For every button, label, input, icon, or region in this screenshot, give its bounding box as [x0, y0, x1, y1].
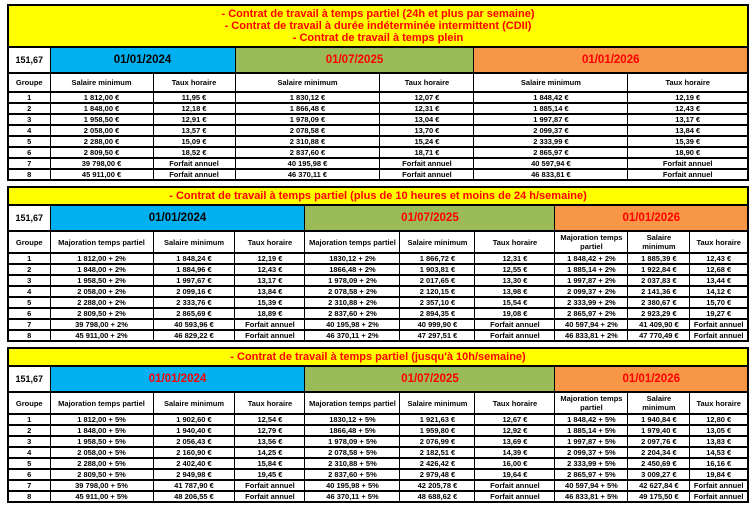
value-cell: 1 848,24 € — [153, 253, 235, 264]
value-cell: 1 940,84 € — [628, 414, 690, 425]
value-cell: 2 058,00 + 5% — [50, 447, 153, 458]
value-cell: 1 830,12 € — [235, 92, 380, 103]
group-number-cell: 1 — [8, 414, 50, 425]
group-number-cell: 6 — [8, 308, 50, 319]
value-cell: 14,53 € — [690, 447, 748, 458]
period-date-header: 01/01/2024 — [50, 205, 305, 231]
group-number-cell: 3 — [8, 114, 50, 125]
value-cell: 19,84 € — [690, 469, 748, 480]
value-cell: 12,19 € — [235, 253, 305, 264]
value-cell: 1 958,50 + 5% — [50, 436, 153, 447]
group-column-header: Groupe — [8, 231, 50, 253]
value-cell: 2 979,48 € — [400, 469, 475, 480]
value-cell: 40 999,90 € — [400, 319, 475, 330]
value-cell: 12,92 € — [475, 425, 555, 436]
value-cell: 1830,12 + 2% — [305, 253, 400, 264]
value-cell: 19,08 € — [475, 308, 555, 319]
value-cell: Forfait annuel — [690, 480, 748, 491]
column-header: Salaire minimum — [474, 73, 628, 92]
value-cell: 1 885,14 + 5% — [555, 425, 628, 436]
value-cell: 16,00 € — [475, 458, 555, 469]
column-header: Salaire minimum — [628, 392, 690, 414]
value-cell: 2 078,58 € — [235, 125, 380, 136]
value-cell: 12,18 € — [153, 103, 235, 114]
value-cell: 48 206,55 € — [153, 491, 235, 502]
value-cell: 40 597,94 + 5% — [555, 480, 628, 491]
value-cell: 47 770,49 € — [628, 330, 690, 341]
data-row — [8, 319, 748, 330]
value-cell: 12,80 € — [690, 414, 748, 425]
monthly-hours-reference: 151,67 — [8, 205, 50, 231]
data-row — [8, 275, 748, 286]
value-cell: Forfait annuel — [475, 480, 555, 491]
value-cell: 1 997,87 € — [474, 114, 628, 125]
value-cell: Forfait annuel — [475, 491, 555, 502]
value-cell: Forfait annuel — [475, 319, 555, 330]
value-cell: 2 099,37 € — [474, 125, 628, 136]
data-row — [8, 458, 748, 469]
value-cell: 2 450,69 € — [628, 458, 690, 469]
column-header: Taux horaire — [690, 231, 748, 253]
value-cell: 40 597,94 € — [474, 158, 628, 169]
group-number-cell: 1 — [8, 92, 50, 103]
value-cell: 19,64 € — [475, 469, 555, 480]
value-cell: 13,98 € — [475, 286, 555, 297]
column-header: Salaire minimum — [235, 73, 380, 92]
value-cell: 2 333,99 + 5% — [555, 458, 628, 469]
group-number-cell: 7 — [8, 158, 50, 169]
value-cell: 47 297,51 € — [400, 330, 475, 341]
group-number-cell: 7 — [8, 480, 50, 491]
data-row — [8, 469, 748, 480]
value-cell: 12,79 € — [235, 425, 305, 436]
value-cell: 1830,12 + 5% — [305, 414, 400, 425]
data-row — [8, 169, 748, 180]
group-column-header: Groupe — [8, 73, 50, 92]
value-cell: 15,84 € — [235, 458, 305, 469]
banner-line: - Contrat de travail à temps plein — [292, 32, 464, 44]
group-number-cell: 2 — [8, 103, 50, 114]
value-cell: 1 922,84 € — [628, 264, 690, 275]
column-header: Majoration temps partiel — [555, 392, 628, 414]
banner-line: - Contrat de travail à temps partiel (jusqu'à 10h/semaine) — [230, 351, 526, 363]
value-cell: 46 833,81 € — [474, 169, 628, 180]
value-cell: 2 333,99 € — [474, 136, 628, 147]
value-cell: 2 076,99 € — [400, 436, 475, 447]
period-date-header: 01/01/2024 — [50, 366, 305, 392]
group-number-cell: 6 — [8, 469, 50, 480]
value-cell: Forfait annuel — [380, 158, 474, 169]
value-cell: 1 848,42 + 2% — [555, 253, 628, 264]
value-cell: 1 959,80 € — [400, 425, 475, 436]
value-cell: 16,16 € — [690, 458, 748, 469]
value-cell: Forfait annuel — [235, 491, 305, 502]
column-header: Taux horaire — [235, 392, 305, 414]
value-cell: 2 310,88 + 5% — [305, 458, 400, 469]
table-temps-partiel-10-24h — [7, 186, 749, 342]
value-cell: 46 833,81 + 2% — [555, 330, 628, 341]
column-header: Taux horaire — [628, 73, 748, 92]
data-row — [8, 264, 748, 275]
data-row — [8, 147, 748, 158]
value-cell: 1 979,40 € — [628, 425, 690, 436]
value-cell: 2 204,34 € — [628, 447, 690, 458]
value-cell: 2 837,60 € — [235, 147, 380, 158]
table-title-banner — [8, 348, 748, 366]
value-cell: 2 037,83 € — [628, 275, 690, 286]
value-cell: 12,55 € — [475, 264, 555, 275]
value-cell: 19,45 € — [235, 469, 305, 480]
value-cell: 1 812,00 € — [50, 92, 153, 103]
value-cell: 2 310,88 + 2% — [305, 297, 400, 308]
value-cell: 12,68 € — [690, 264, 748, 275]
value-cell: 1 848,42 € — [474, 92, 628, 103]
value-cell: 2 402,40 € — [153, 458, 235, 469]
value-cell: 45 911,00 + 5% — [50, 491, 153, 502]
group-number-cell: 5 — [8, 297, 50, 308]
value-cell: 1 921,63 € — [400, 414, 475, 425]
column-header: Majoration temps partiel — [555, 231, 628, 253]
column-header: Salaire minimum — [400, 231, 475, 253]
value-cell: 11,95 € — [153, 92, 235, 103]
value-cell: 1 903,81 € — [400, 264, 475, 275]
value-cell: 1 997,67 € — [153, 275, 235, 286]
value-cell: 2 865,97 € — [474, 147, 628, 158]
value-cell: 2 058,00 € — [50, 125, 153, 136]
column-header: Majoration temps partiel — [305, 392, 400, 414]
table-temps-partiel-max-10h — [7, 347, 749, 503]
value-cell: 18,52 € — [153, 147, 235, 158]
value-cell: 46 370,11 € — [235, 169, 380, 180]
value-cell: 2 837,60 + 5% — [305, 469, 400, 480]
value-cell: 1 940,40 € — [153, 425, 235, 436]
value-cell: 12,43 € — [628, 103, 748, 114]
group-number-cell: 3 — [8, 275, 50, 286]
group-column-header: Groupe — [8, 392, 50, 414]
value-cell: 2 894,35 € — [400, 308, 475, 319]
value-cell: 1 884,96 € — [153, 264, 235, 275]
value-cell: 1866,48 + 5% — [305, 425, 400, 436]
table-temps-plein-24h-plus — [7, 4, 749, 181]
value-cell: 42 627,84 € — [628, 480, 690, 491]
value-cell: 39 798,00 € — [50, 158, 153, 169]
value-cell: 13,30 € — [475, 275, 555, 286]
value-cell: 15,39 € — [628, 136, 748, 147]
value-cell: 1 812,00 + 5% — [50, 414, 153, 425]
column-header: Taux horaire — [475, 392, 555, 414]
group-number-cell: 4 — [8, 125, 50, 136]
value-cell: 2 141,36 € — [628, 286, 690, 297]
value-cell: Forfait annuel — [690, 491, 748, 502]
value-cell: 2 426,42 € — [400, 458, 475, 469]
value-cell: 2 056,43 € — [153, 436, 235, 447]
value-cell: 46 829,22 € — [153, 330, 235, 341]
value-cell: 1 885,39 € — [628, 253, 690, 264]
value-cell: 40 597,94 + 2% — [555, 319, 628, 330]
value-cell: 13,84 € — [628, 125, 748, 136]
value-cell: 1 958,50 + 2% — [50, 275, 153, 286]
value-cell: 46 833,81 + 5% — [555, 491, 628, 502]
group-number-cell: 3 — [8, 436, 50, 447]
group-number-cell: 5 — [8, 136, 50, 147]
column-header: Salaire minimum — [153, 392, 235, 414]
data-row — [8, 286, 748, 297]
value-cell: 1 848,00 + 5% — [50, 425, 153, 436]
value-cell: 13,70 € — [380, 125, 474, 136]
value-cell: 15,54 € — [475, 297, 555, 308]
column-header: Taux horaire — [475, 231, 555, 253]
value-cell: Forfait annuel — [153, 158, 235, 169]
value-cell: 1 866,48 € — [235, 103, 380, 114]
value-cell: 15,70 € — [690, 297, 748, 308]
value-cell: Forfait annuel — [235, 330, 305, 341]
value-cell: 48 688,62 € — [400, 491, 475, 502]
value-cell: 13,57 € — [153, 125, 235, 136]
value-cell: 12,91 € — [153, 114, 235, 125]
value-cell: 2 333,99 + 2% — [555, 297, 628, 308]
data-row — [8, 253, 748, 264]
period-date-header: 01/01/2026 — [555, 205, 748, 231]
value-cell: 1 997,87 + 2% — [555, 275, 628, 286]
value-cell: 2 310,88 € — [235, 136, 380, 147]
value-cell: Forfait annuel — [235, 480, 305, 491]
group-number-cell: 2 — [8, 425, 50, 436]
data-row — [8, 125, 748, 136]
banner-line: - Contrat de travail à temps partiel (24h et plus par semaine) — [221, 8, 535, 20]
period-date-header: 01/01/2024 — [50, 47, 235, 73]
data-row — [8, 297, 748, 308]
value-cell: 18,90 € — [628, 147, 748, 158]
column-header: Salaire minimum — [628, 231, 690, 253]
value-cell: 1 812,00 + 2% — [50, 253, 153, 264]
value-cell: 1 885,14 + 2% — [555, 264, 628, 275]
value-cell: 1 997,87 + 5% — [555, 436, 628, 447]
column-header: Salaire minimum — [50, 73, 153, 92]
value-cell: 2 809,50 + 2% — [50, 308, 153, 319]
value-cell: 15,09 € — [153, 136, 235, 147]
value-cell: 13,05 € — [690, 425, 748, 436]
monthly-hours-reference: 151,67 — [8, 366, 50, 392]
period-date-header: 01/07/2025 — [305, 205, 555, 231]
value-cell: 1 885,14 € — [474, 103, 628, 114]
value-cell: 41 409,90 € — [628, 319, 690, 330]
value-cell: 14,25 € — [235, 447, 305, 458]
group-number-cell: 8 — [8, 330, 50, 341]
value-cell: 39 798,00 + 5% — [50, 480, 153, 491]
value-cell: 2 923,29 € — [628, 308, 690, 319]
value-cell: 41 787,90 € — [153, 480, 235, 491]
data-row — [8, 480, 748, 491]
value-cell: 40 195,98 + 5% — [305, 480, 400, 491]
value-cell: 1866,48 + 2% — [305, 264, 400, 275]
value-cell: 14,39 € — [475, 447, 555, 458]
value-cell: 12,54 € — [235, 414, 305, 425]
value-cell: 2 837,60 + 2% — [305, 308, 400, 319]
data-row — [8, 308, 748, 319]
value-cell: 13,84 € — [235, 286, 305, 297]
value-cell: 2 380,67 € — [628, 297, 690, 308]
data-row — [8, 92, 748, 103]
column-header: Salaire minimum — [153, 231, 235, 253]
value-cell: Forfait annuel — [153, 169, 235, 180]
column-header: Taux horaire — [153, 73, 235, 92]
value-cell: Forfait annuel — [380, 169, 474, 180]
column-header: Majoration temps partiel — [50, 392, 153, 414]
value-cell: 1 958,50 € — [50, 114, 153, 125]
group-number-cell: 4 — [8, 447, 50, 458]
data-row — [8, 425, 748, 436]
value-cell: 13,04 € — [380, 114, 474, 125]
value-cell: 1 848,42 + 5% — [555, 414, 628, 425]
period-date-header: 01/07/2025 — [235, 47, 474, 73]
value-cell: 2 097,76 € — [628, 436, 690, 447]
column-header: Majoration temps partiel — [305, 231, 400, 253]
value-cell: 12,07 € — [380, 92, 474, 103]
value-cell: 2 058,00 + 2% — [50, 286, 153, 297]
value-cell: 18,89 € — [235, 308, 305, 319]
value-cell: 13,17 € — [235, 275, 305, 286]
monthly-hours-reference: 151,67 — [8, 47, 50, 73]
data-row — [8, 114, 748, 125]
value-cell: 1 848,00 € — [50, 103, 153, 114]
table-title-banner — [8, 5, 748, 47]
data-row — [8, 158, 748, 169]
value-cell: 1 978,09 + 5% — [305, 436, 400, 447]
group-number-cell: 1 — [8, 253, 50, 264]
value-cell: Forfait annuel — [690, 319, 748, 330]
column-header: Taux horaire — [380, 73, 474, 92]
value-cell: 2 865,97 + 2% — [555, 308, 628, 319]
value-cell: 2 949,98 € — [153, 469, 235, 480]
banner-line: - Contrat de travail à durée indéterminée intermittent (CDII) — [224, 20, 532, 32]
column-header: Taux horaire — [235, 231, 305, 253]
value-cell: 13,17 € — [628, 114, 748, 125]
banner-line: - Contrat de travail à temps partiel (plus de 10 heures et moins de 24 h/semaine) — [169, 190, 587, 202]
value-cell: 15,39 € — [235, 297, 305, 308]
data-row — [8, 436, 748, 447]
value-cell: 12,31 € — [475, 253, 555, 264]
value-cell: 40 195,98 € — [235, 158, 380, 169]
table-title-banner — [8, 187, 748, 205]
value-cell: 2 182,51 € — [400, 447, 475, 458]
column-header: Majoration temps partiel — [50, 231, 153, 253]
value-cell: 40 593,96 € — [153, 319, 235, 330]
value-cell: 1 902,60 € — [153, 414, 235, 425]
value-cell: 2 078,58 + 2% — [305, 286, 400, 297]
value-cell: 2 865,69 € — [153, 308, 235, 319]
value-cell: Forfait annuel — [690, 330, 748, 341]
value-cell: 14,12 € — [690, 286, 748, 297]
group-number-cell: 2 — [8, 264, 50, 275]
value-cell: 42 205,78 € — [400, 480, 475, 491]
value-cell: Forfait annuel — [628, 158, 748, 169]
value-cell: 15,24 € — [380, 136, 474, 147]
value-cell: Forfait annuel — [628, 169, 748, 180]
value-cell: 46 370,11 + 2% — [305, 330, 400, 341]
value-cell: 12,43 € — [690, 253, 748, 264]
value-cell: 1 866,72 € — [400, 253, 475, 264]
value-cell: 2 099,16 € — [153, 286, 235, 297]
value-cell: 49 175,50 € — [628, 491, 690, 502]
value-cell: 2 288,00 € — [50, 136, 153, 147]
value-cell: 2 809,50 + 5% — [50, 469, 153, 480]
group-number-cell: 5 — [8, 458, 50, 469]
value-cell: 1 848,00 + 2% — [50, 264, 153, 275]
value-cell: 13,83 € — [690, 436, 748, 447]
value-cell: 2 017,65 € — [400, 275, 475, 286]
value-cell: 13,44 € — [690, 275, 748, 286]
data-row — [8, 491, 748, 502]
group-number-cell: 8 — [8, 491, 50, 502]
value-cell: 19,27 € — [690, 308, 748, 319]
data-row — [8, 103, 748, 114]
value-cell: 45 911,00 € — [50, 169, 153, 180]
column-header: Taux horaire — [690, 392, 748, 414]
group-number-cell: 6 — [8, 147, 50, 158]
group-number-cell: 4 — [8, 286, 50, 297]
value-cell: 39 798,00 + 2% — [50, 319, 153, 330]
value-cell: 13,69 € — [475, 436, 555, 447]
value-cell: 2 099,37 + 5% — [555, 447, 628, 458]
value-cell: 2 078,58 + 5% — [305, 447, 400, 458]
data-row — [8, 414, 748, 425]
column-header: Salaire minimum — [400, 392, 475, 414]
value-cell: 2 357,10 € — [400, 297, 475, 308]
group-number-cell: 7 — [8, 319, 50, 330]
value-cell: 2 099,37 + 2% — [555, 286, 628, 297]
value-cell: 46 370,11 + 5% — [305, 491, 400, 502]
value-cell: 12,43 € — [235, 264, 305, 275]
value-cell: 2 288,00 + 2% — [50, 297, 153, 308]
value-cell: 3 009,27 € — [628, 469, 690, 480]
value-cell: 1 978,09 € — [235, 114, 380, 125]
value-cell: 2 809,50 € — [50, 147, 153, 158]
period-date-header: 01/07/2025 — [305, 366, 555, 392]
period-date-header: 01/01/2026 — [555, 366, 748, 392]
value-cell: 12,67 € — [475, 414, 555, 425]
data-row — [8, 447, 748, 458]
value-cell: 18,71 € — [380, 147, 474, 158]
group-number-cell: 8 — [8, 169, 50, 180]
value-cell: 2 120,15 € — [400, 286, 475, 297]
value-cell: 1 978,09 + 2% — [305, 275, 400, 286]
value-cell: 13,56 € — [235, 436, 305, 447]
value-cell: Forfait annuel — [475, 330, 555, 341]
value-cell: 40 195,98 + 2% — [305, 319, 400, 330]
value-cell: Forfait annuel — [235, 319, 305, 330]
value-cell: 2 333,76 € — [153, 297, 235, 308]
value-cell: 45 911,00 + 2% — [50, 330, 153, 341]
value-cell: 12,19 € — [628, 92, 748, 103]
period-date-header: 01/01/2026 — [474, 47, 748, 73]
data-row — [8, 136, 748, 147]
data-row — [8, 330, 748, 341]
value-cell: 2 865,97 + 5% — [555, 469, 628, 480]
value-cell: 2 160,90 € — [153, 447, 235, 458]
value-cell: 2 288,00 + 5% — [50, 458, 153, 469]
value-cell: 12,31 € — [380, 103, 474, 114]
